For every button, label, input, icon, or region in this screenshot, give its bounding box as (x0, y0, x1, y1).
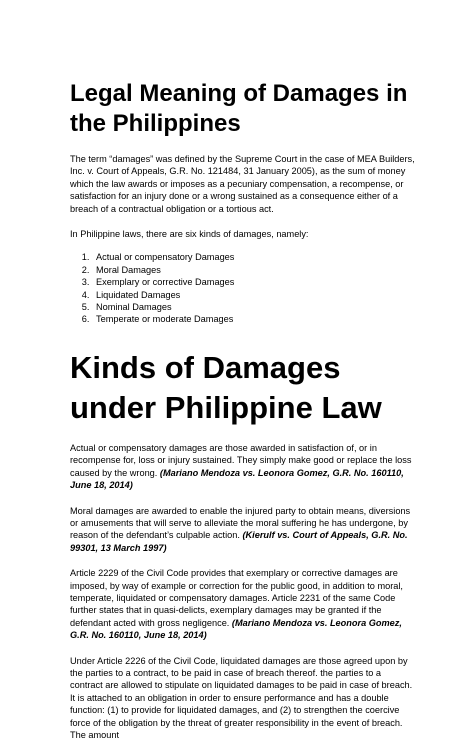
case-citation: (Mariano Mendoza vs. Leonora Gomez, G.R. No. 160110, June 18, 2014) (70, 467, 404, 491)
paragraph-text: Article 2229 of the Civil Code provides that exemplary or corrective damages are imposed, by way of example or correction for the public good, in addition to moral, temperate, liquidated or compensatory damages. Article 2231 of the same Code further states that in quasi-delicts, exemplary damages may be granted if the defendant acted with gross negligence. (70, 568, 403, 628)
list-item: 3. Exemplary or corrective Damages (92, 276, 416, 288)
document-title: Legal Meaning of Damages in the Philippines (70, 80, 408, 137)
case-citation: (Mariano Mendoza vs. Leonora Gomez, G.R. No. 160110, June 18, 2014) (70, 617, 402, 641)
paragraph-moral-damages (70, 505, 416, 555)
paragraph-exemplary-damages (70, 567, 416, 641)
list-intro: In Philippine laws, there are six kinds of damages, namely: (70, 229, 309, 240)
section-heading: Kinds of Damages under Philippine Law (70, 349, 382, 425)
case-citation: (Kierulf vs. Court of Appeals, G.R. No. 99301, 13 March 1997) (70, 530, 408, 553)
paragraph-text: Under Article 2226 of the Civil Code, liquidated damages are those agreed upon by the parties to a contract, to be paid in case of breach thereof. the parties to a contract are allowed to stipulate on liquidated damages to be paid in case of breach. It is attached to an obligation in order to ensure performance and has a double function: (1) to provide for liquidated damages, and (2) to strengthen the coercive force of the obligation by the threat of greater responsibility in the event of breach. The amount (70, 655, 413, 740)
list-item: 6. Temperate or moderate Damages (92, 313, 416, 325)
paragraph-text: Moral damages are awarded to enable the injured party to obtain means, diversions or amusements that will serve to alleviate the moral suffering he has undergone, by reason of the defendant’s culpable action. (70, 505, 411, 541)
list-item: 1. Actual or compensatory Damages (92, 251, 416, 263)
paragraph-actual-damages (70, 442, 416, 492)
list-item: 2. Moral Damages (92, 264, 416, 276)
list-item: 4. Liquidated Damages (92, 289, 416, 301)
paragraph-text: Actual or compensatory damages are those awarded in satisfaction of, or in recompense for, loss or injury sustained. They simply make good or replace the loss caused by the wrong. (70, 442, 412, 478)
list-item: 5. Nominal Damages (92, 301, 416, 313)
damages-kinds-list (70, 251, 416, 325)
intro-paragraph: The term “damages” was defined by the Supreme Court in the case of MEA Builders, Inc. v. Court of Appeals, G.R. No. 121484, 31 January 2005), as the sum of money which the law awards or imposes as a pecuniary compensation, a recompense, or satisfaction for an injury done or a wrong sustained as a consequence either of a breach of a contractual obligation or a tortious act. (70, 154, 415, 214)
paragraph-liquidated-damages (70, 655, 416, 741)
